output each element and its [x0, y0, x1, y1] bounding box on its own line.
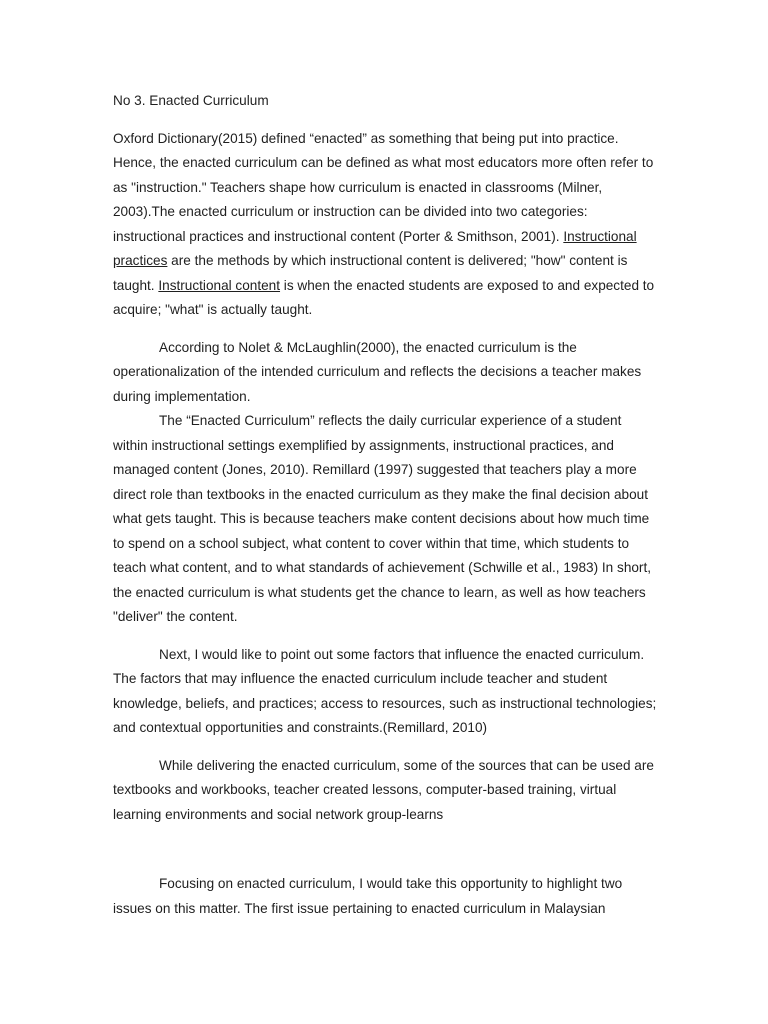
paragraph-spacer: [113, 323, 658, 336]
paragraph-spacer: [113, 827, 658, 872]
paragraph-text: are the methods by which instructional content is delivered; "how" content is taught.: [113, 253, 628, 293]
underlined-term-instructional-content: Instructional content: [158, 277, 281, 293]
paragraph-daily-experience: The “Enacted Curriculum” reflects the daily curricular experience of a student within instructional settings exemplified by assignments, instructional practices, and managed content (Jones, 2010). Remillard (1997) suggested that teachers play a more direct role than textbooks in the enacted curriculum as they make the final decision about what gets taught. This is because teachers make content decisions about how much time to spend on a school subject, what content to cover within that time, which students to teach what content, and to what standards of achievement (Schwille et al., 1983) In short, the enacted curriculum is what students get the chance to learn, as well as how teachers "deliver" the content.: [113, 413, 652, 624]
page-title: No 3. Enacted Curriculum: [113, 93, 269, 108]
paragraph-factors: Next, I would like to point out some factors that influence the enacted curriculum. The factors that may influence the enacted curriculum include teacher and student knowledge, beliefs, and practices; access to resources, such as instructional technologies; and contextual opportunities and constraints.(Remillard, 2010): [113, 646, 657, 735]
underlined-term-instructional-practices: Instructional practices: [113, 228, 637, 268]
paragraph-spacer: [113, 741, 658, 754]
paragraph-issues: Focusing on enacted curriculum, I would take this opportunity to highlight two issues on this matter. The first issue pertaining to enacted curriculum in Malaysian: [113, 876, 623, 916]
paragraph-definition: [113, 127, 658, 323]
document-page: [113, 89, 658, 921]
paragraph-nolet: According to Nolet & McLaughlin(2000), the enacted curriculum is the operationalization of the intended curriculum and reflects the decisions a teacher makes during implementation.: [113, 339, 642, 404]
paragraph-text: is when the enacted students are exposed to and expected to acquire; "what" is actually taught.: [113, 277, 655, 317]
paragraph-spacer: [113, 630, 658, 643]
paragraph-text: Oxford Dictionary(2015) defined “enacted” as something that being put into practice. Hence, the enacted curriculum can be defined as what most educators more often refer to as "instruction." Teachers shape how curriculum is enacted in classrooms (Milner, 2003).The enacted curriculum or instruction can be divided into two categories: instructional practices and instructional content (Porter & Smithson, 2001).: [113, 130, 654, 244]
paragraph-sources: While delivering the enacted curriculum, some of the sources that can be used are textbooks and workbooks, teacher created lessons, computer-based training, virtual learning environments and social network group-learns: [113, 757, 654, 822]
